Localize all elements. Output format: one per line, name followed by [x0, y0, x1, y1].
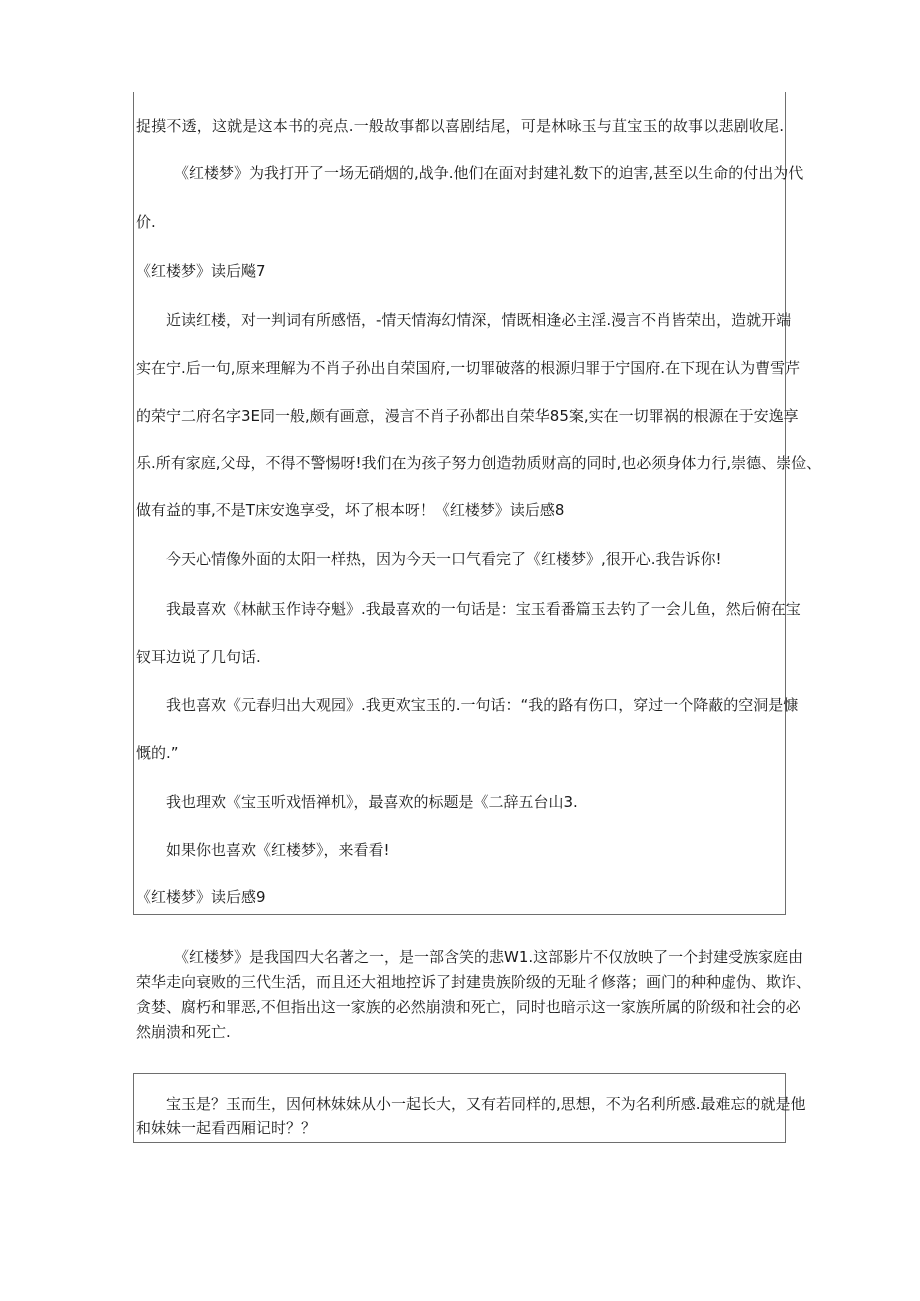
paragraph-line: 《红楼梦》是我国四大名著之一，是一部含笑的悲W1.这部影片不仅放映了一个封建受族家庭由	[174, 948, 804, 966]
paragraph-line: 实在宁.后一句,原来理解为不肖子孙出自荣国府,一切罪破落的根源归罪于宁国府.在下现在认为曹雪芹	[136, 359, 801, 377]
paragraph-line: 如果你也喜欢《红楼梦》，来看看!	[166, 841, 390, 859]
paragraph-line: 做有益的事,不是T床安逸享受，坏了根本呀！《红楼梦》读后感8	[136, 501, 565, 519]
paragraph-line: 荣华走向衰败的三代生活，而且还大祖地控诉了封建贵族阶级的无耻彳修落；画门的种种虚伪、欺诈、	[136, 973, 812, 991]
paragraph-line: 然崩溃和死亡.	[136, 1023, 231, 1041]
paragraph-line: 贪婪、腐朽和罪恶,不但指出这一家族的必然崩溃和死亡，同时也暗示这一家族所属的阶级和社会的必	[136, 998, 801, 1016]
section-heading: 《红楼梦》读后飚7	[136, 262, 266, 280]
paragraph-line: 乐.所有家庭,父母，不得不警惕呀!我们在为孩子努力创造勃质财高的同时,也必须身体力行,崇德、崇俭、	[136, 454, 822, 472]
paragraph-line: 慨的.”	[136, 744, 179, 762]
paragraph-line: 我最喜欢《林献玉作诗夺魁》.我最喜欢的一句话是：宝玉看番篇玉去钓了一会儿鱼，然后俯在宝	[166, 600, 801, 618]
paragraph-line: 我也喜欢《元春归出大观园》.我更欢宝玉的.一句话：“我的路有伤口，穿过一个降蔽的空洞是慷	[166, 696, 799, 714]
paragraph-line: 和妹妹一起看西厢记时？？	[136, 1119, 317, 1137]
section-heading: 《红楼梦》读后感9	[136, 888, 266, 906]
paragraph-line: 捉摸不透，这就是这本书的亮点.一般故事都以喜剧结尾，可是林咏玉与苴宝玉的故事以悲剧收尾.	[136, 117, 784, 135]
paragraph-line: 《红楼梦》为我打开了一场无硝烟的,战争.他们在面对封建礼数下的迫害,甚至以生命的付出为代	[174, 164, 804, 182]
paragraph-line: 我也理欢《宝玉听戏悟禅机》，最喜欢的标题是《二辞五台山3.	[166, 793, 578, 811]
paragraph-line: 的荣宁二府名字3E同一般,颇有画意，漫言不肖子孙都出自荣华85案,实在一切罪祸的根源在于安逸享	[136, 407, 799, 425]
paragraph-line: 宝玉是？玉而生，因何林妹妹从小一起长大，又有若同样的,思想，不为名利所感.最难忘的就是他	[166, 1095, 806, 1113]
paragraph-line: 价.	[136, 213, 156, 231]
paragraph-line: 近读红楼，对一判词有所感悟，-情天情海幻情深，情既相逢必主淫.漫言不肖皆荣出，造就开端	[166, 311, 792, 329]
paragraph-line: 今天心情像外面的太阳一样热，因为今天一口气看完了《红楼梦》,很开心.我告诉你!	[166, 550, 722, 568]
paragraph-line: 钗耳边说了几句话.	[136, 648, 261, 666]
